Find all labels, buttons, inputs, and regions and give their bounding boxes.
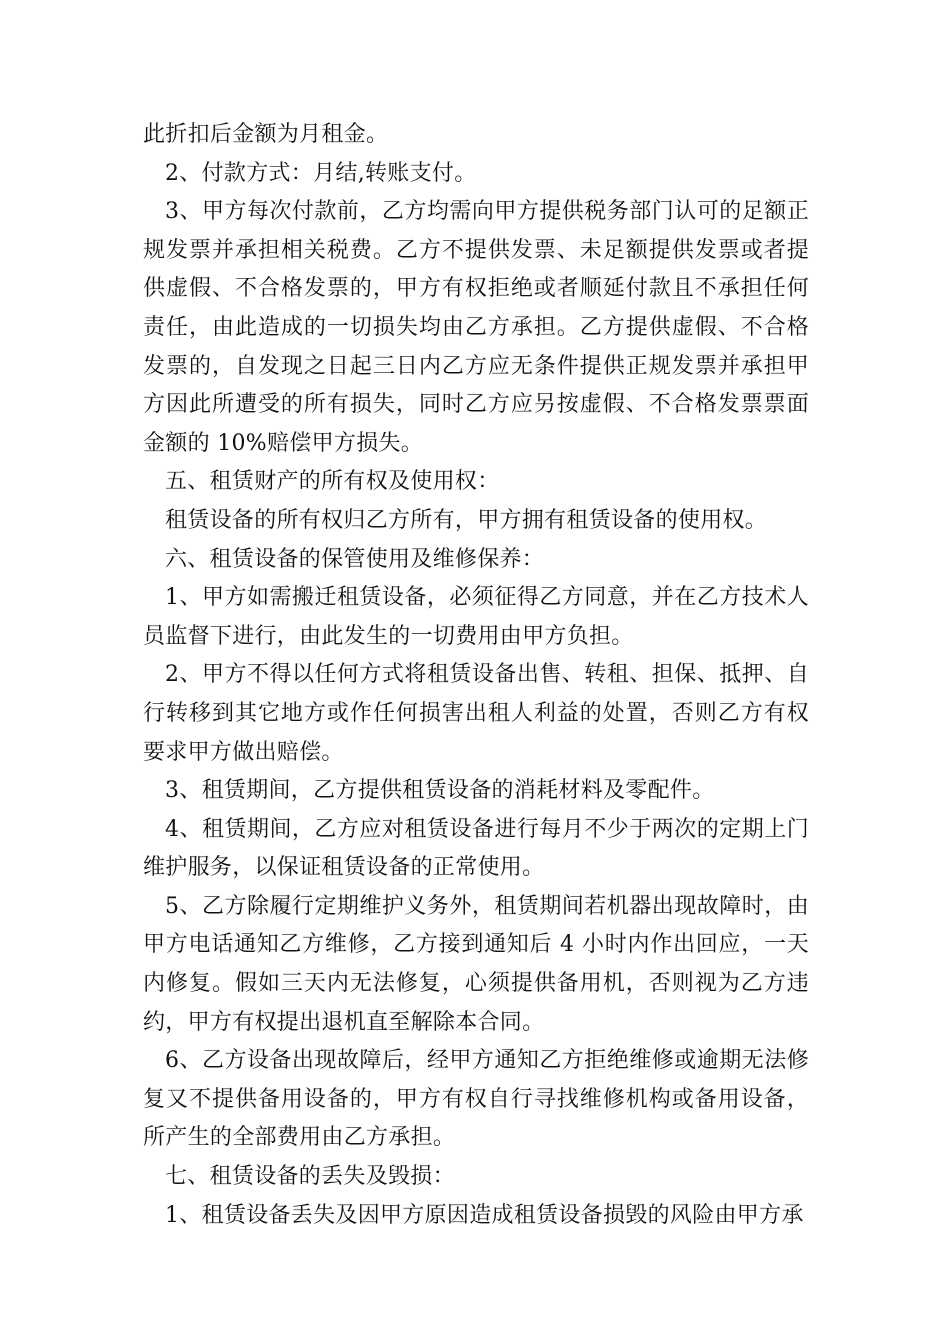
paragraph-invoice-requirements: 3、甲方每次付款前，乙方均需向甲方提供税务部门认可的足额正规发票并承担相关税费。乙方不提供发票、未足额提供发票或者提供虚假、不合格发票的，甲方有权拒绝或者顺延付款且不承担任何责任，由此造成的一切损失均由乙方承担。乙方提供虚假、不合格发票的，自发现之日起三日内乙方应无条件提供正规发票并承担甲方因此所遭受的所有损失，同时乙方应另按虚假、不合格发票票面金额的 10%赔偿甲方损失。 <box>143 199 809 456</box>
section-heading-loss-damage: 七、租赁设备的丢失及毁损： <box>165 1164 455 1190</box>
paragraph-ownership: 租赁设备的所有权归乙方所有，甲方拥有租赁设备的使用权。 <box>165 507 768 533</box>
paragraph-consumables: 3、租赁期间，乙方提供租赁设备的消耗材料及零配件。 <box>165 778 715 804</box>
paragraph-repair-response: 5、乙方除履行定期维护义务外，租赁期间若机器出现故障时，由甲方电话通知乙方维修，乙方接到通知后 4 小时内作出回应，一天内修复。假如三天内无法修复，心须提供备用机，否则视为乙方违约，甲方有权提出退机直至解除本合同。 <box>143 893 809 1035</box>
paragraph-loss-risk: 1、租赁设备丢失及因甲方原因造成租赁设备损毁的风险由甲方承 <box>165 1202 804 1228</box>
paragraph-repair-failure: 6、乙方设备出现故障后，经甲方通知乙方拒绝维修或逾期无法修复又不提供备用设备的，甲方有权自行寻找维修机构或备用设备，所产生的全部费用由乙方承担。 <box>143 1048 809 1151</box>
paragraph-no-transfer: 2、甲方不得以任何方式将租赁设备出售、转租、担保、抵押、自行转移到其它地方或作任何损害出租人利益的处置，否则乙方有权要求甲方做出赔偿。 <box>143 662 809 765</box>
section-heading-maintenance: 六、租赁设备的保管使用及维修保养： <box>165 546 545 572</box>
section-heading-ownership: 五、租赁财产的所有权及使用权： <box>165 469 500 495</box>
document-body <box>143 116 809 1235</box>
paragraph-regular-service: 4、租赁期间，乙方应对租赁设备进行每月不少于两次的定期上门维护服务，以保证租赁设备的正常使用。 <box>143 816 809 881</box>
paragraph-rent-discount: 此折扣后金额为月租金。 <box>143 122 389 147</box>
paragraph-payment-method: 2、付款方式：月结,转账支付。 <box>165 160 477 186</box>
paragraph-relocation: 1、甲方如需搬迁租赁设备，必须征得乙方同意，并在乙方技术人员监督下进行，由此发生的一切费用由甲方负担。 <box>143 585 809 649</box>
